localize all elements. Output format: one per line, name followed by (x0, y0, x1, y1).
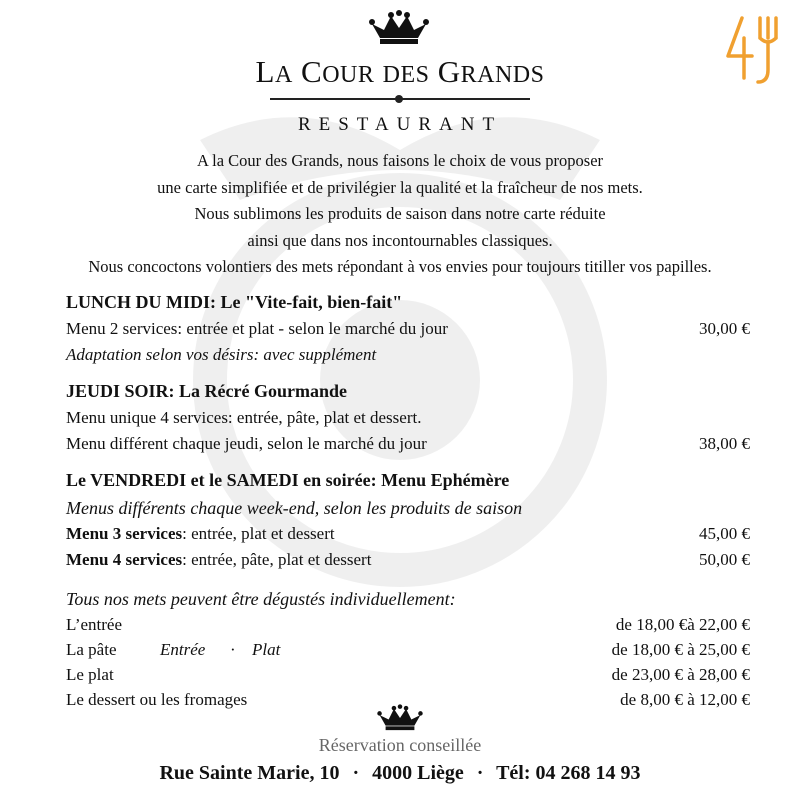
phone: Tél: 04 268 14 93 (496, 762, 641, 784)
alacarte-item (66, 638, 750, 662)
alacarte-item-label: La pâte (66, 640, 117, 659)
intro-line: Nous concoctons volontiers des mets répondant à vos envies pour toujours titiller vos papilles. (88, 257, 712, 277)
intro-paragraph (0, 148, 800, 281)
menu4-label: Menu 4 services (66, 550, 183, 569)
address-separator: · (476, 762, 484, 784)
alacarte-item-label: L’entrée (66, 615, 123, 634)
lunch-price: 30,00 € (699, 319, 750, 338)
title-divider-dot (395, 95, 403, 103)
street: Rue Sainte Marie, 10 (159, 762, 340, 784)
restaurant-name: LA COUR DES GRANDS (255, 54, 545, 89)
alacarte-heading: Tous nos mets peuvent être dégustés individuellement: (66, 589, 456, 609)
intro-line: ainsi que dans nos incontournables classiques. (247, 230, 553, 250)
alacarte-item-price: de 8,00 € à 12,00 € (620, 690, 750, 709)
menu3-price: 45,00 € (699, 524, 750, 543)
menu4-desc: : entrée, pâte, plat et dessert (182, 550, 372, 569)
crown-icon (366, 10, 432, 46)
pate-option-plat: Plat (252, 640, 281, 659)
weekend-menu4-line (66, 548, 750, 572)
pate-option-entree: Entrée (160, 640, 206, 659)
reservation-note: Réservation conseillée (318, 735, 482, 755)
intro-line: une carte simplifiée et de privilégier la qualité et la fraîcheur de nos mets. (157, 177, 643, 197)
alacarte-item-label: Le dessert ou les fromages (66, 690, 248, 709)
lunch-heading: LUNCH DU MIDI: Le "Vite-fait, bien-fait" (66, 292, 403, 312)
weekend-note: Menus différents chaque week-end, selon les produits de saison (66, 498, 523, 518)
menu3-label: Menu 3 services (66, 524, 183, 543)
city: 4000 Liège (372, 762, 464, 784)
crown-icon (375, 704, 425, 732)
alacarte-item-price: de 18,00 € à 25,00 € (611, 640, 750, 659)
intro-line: Nous sublimons les produits de saison dans notre carte réduite (194, 204, 606, 224)
address-separator: · (352, 762, 360, 784)
lunch-note: Adaptation selon vos désirs: avec supplément (66, 345, 377, 364)
thursday-menu-line: Menu unique 4 services: entrée, pâte, plat et dessert. (66, 408, 422, 427)
weekend-heading: Le VENDREDI et le SAMEDI en soirée: Menu Ephémère (66, 470, 510, 490)
thursday-menu-text: Menu différent chaque jeudi, selon le marché du jour (66, 434, 427, 453)
restaurant-subtitle: RESTAURANT (297, 114, 503, 135)
pate-option-separator: · (230, 640, 236, 659)
alacarte-item-price: de 23,00 € à 28,00 € (611, 665, 750, 684)
intro-line: A la Cour des Grands, nous faisons le choix de vous proposer (196, 151, 604, 170)
alacarte-item (66, 663, 750, 687)
alacarte-item (66, 613, 750, 637)
alacarte-item-label: Le plat (66, 665, 114, 684)
menu3-desc: : entrée, plat et dessert (182, 524, 335, 543)
lunch-menu-line (66, 317, 750, 341)
address-line (0, 762, 800, 785)
lunch-menu-text: Menu 2 services: entrée et plat - selon le marché du jour (66, 319, 448, 338)
menu4-price: 50,00 € (699, 550, 750, 569)
thursday-price: 38,00 € (699, 434, 750, 453)
weekend-menu3-line (66, 522, 750, 546)
thursday-price-line (66, 432, 750, 456)
alacarte-item-price: de 18,00 €à 22,00 € (615, 615, 750, 634)
thursday-heading: JEUDI SOIR: La Récré Gourmande (66, 381, 347, 401)
